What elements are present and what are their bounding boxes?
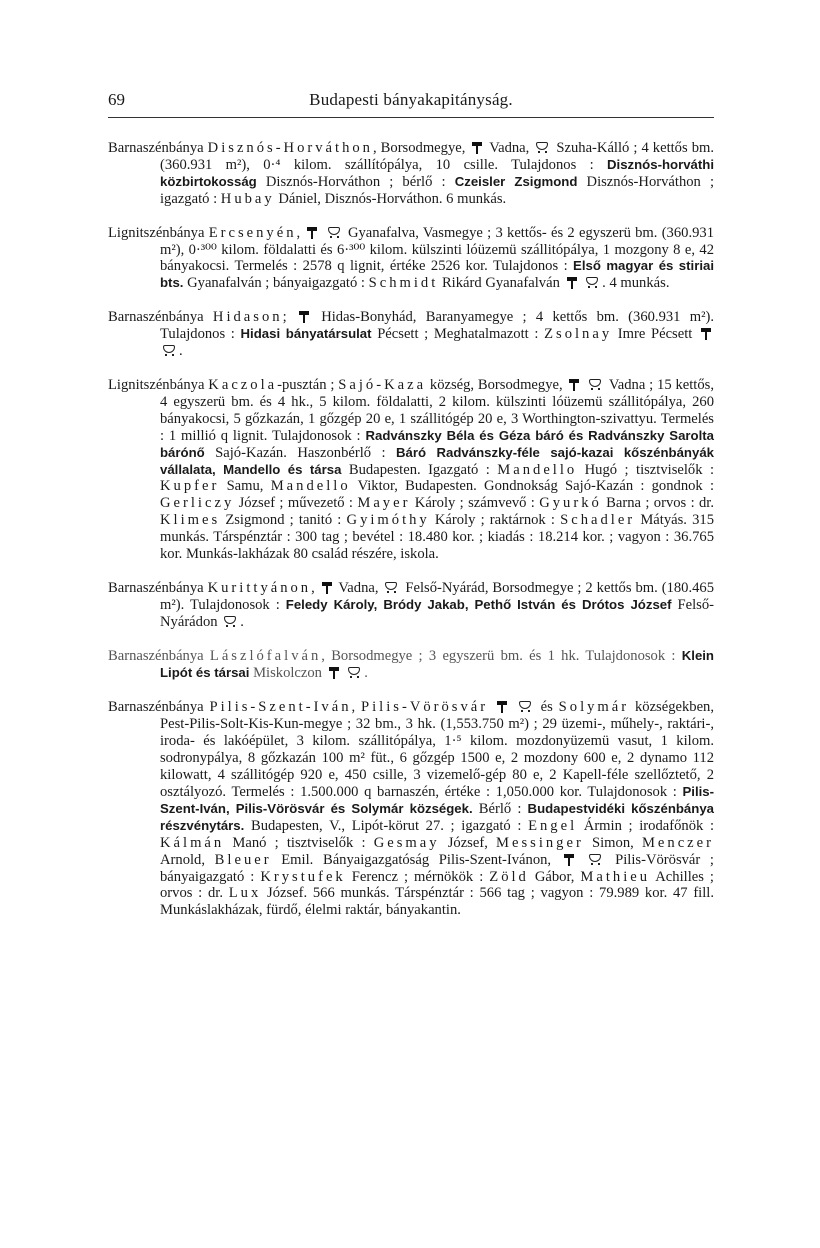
text-run: Zsigmond ; tanitó : (220, 512, 347, 529)
hammer-icon (563, 853, 575, 866)
entry-disznos-horvathon (108, 140, 714, 208)
text-run: Károly ; számvevő : (410, 495, 540, 512)
text-run: és (534, 699, 559, 716)
lessee-name: Czeisler Zsigmond (454, 173, 578, 189)
hammer-icon (566, 276, 578, 289)
owner-name: Pilis-Szent-Iván, Pilis-Vörösvár és Solymár községek. (160, 784, 714, 816)
mine-location: Ercsenyén (208, 224, 297, 241)
entry-gap (108, 631, 714, 648)
text-run: . 4 munkás. (602, 275, 670, 292)
mine-type: Barnaszénbánya (108, 309, 213, 326)
mine-type: Barnaszénbánya (108, 579, 208, 596)
text-run: Emil. Bányaigazgatóság Pilis-Szent-Ivánon, (271, 851, 561, 868)
text-run: -pusztán ; (277, 376, 339, 393)
text-run: Vadna ; 15 kettős, 4 egyszerü bm. és 4 hk., 5 kilom. földalatti, 2 kilom. külszinti lóüzemü szállitópálya, 260 bányakocsi, 5 gőzkazán, 1 gőzgép 20 e, 1 szállitógép 20 e, 3 Worthington-szivattyu. Termelés : 1 millió q lignit. Tulajdonosok : (160, 376, 714, 444)
owner-name: Első magyar és stiriai bts. (160, 258, 714, 291)
railway-icon (585, 276, 600, 289)
text-run: Pilis-Vörösvár ; bányaigazgató : (160, 851, 714, 885)
mine-location: Lászlófalván (209, 647, 322, 664)
text-run: Sajó-Kazán. Haszonbérlő : (204, 444, 397, 461)
person-name: Gesmay (373, 834, 440, 851)
mine-type: Barnaszénbánya (108, 699, 210, 716)
entry-pilis-szent-ivan (108, 699, 714, 919)
hammer-icon (321, 581, 333, 594)
text-run: Viktor, Budapesten. Gondnokság Sajó-Kazán : gondnok : (350, 478, 714, 495)
body-text (108, 140, 714, 919)
mine-location: Hidason (212, 309, 283, 326)
text-run: , Borsodmegye, (372, 140, 470, 156)
text-run: község, Borsodmegye, (426, 376, 567, 393)
person-name: Gyurkó (539, 495, 602, 512)
mine-location: Disznós-Horváthon (207, 140, 373, 156)
person-name: Bleuer (214, 851, 272, 868)
text-run: Gábor, (528, 868, 581, 885)
owner-name: Hidasi bányatársulat (240, 326, 372, 342)
entry-kaczola-puszta (108, 377, 714, 563)
text-run: Ármin ; irodafőnök : (577, 817, 714, 834)
text-run: Dániel, Disznós-Horváthon. 6 munkás. (274, 190, 507, 207)
text-run (488, 699, 494, 715)
entry-gap (108, 563, 714, 580)
person-name: Kupfer (160, 478, 220, 495)
hammer-icon (700, 327, 712, 340)
railway-icon (535, 141, 550, 154)
railway-icon (327, 226, 342, 239)
text-run: Mátyás. 315 munkás. Társpénztár : 300 tag ; bevétel : 18.480 kor. ; kiadás : 18.214 kor. ; vagyon : 36.765 kor. Munkás-lakházak 80 család részére, iskola. (160, 512, 714, 563)
owner-name: Feledy Károly, Bródy Jakab, Pethő István és Drótos József (285, 596, 672, 612)
text-run: Budapesten. Igazgató : (341, 461, 498, 478)
mine-location: Pilis-Vörösvár (361, 699, 489, 716)
text-run: Ferencz ; mérnökök : (345, 868, 490, 885)
text-run: Hidas-Bonyhád, Baranyamegye ; 4 kettős bm. (360.931 m²). Tulajdonos : (160, 309, 714, 343)
text-run: Manó ; tisztviselők : (224, 834, 374, 851)
person-name: Gyimóthy (346, 512, 430, 529)
entry-gap (108, 360, 714, 377)
person-name: Zöld (489, 868, 529, 885)
mine-type: Lignitszénbánya (108, 376, 209, 393)
owner-name: Klein Lipót és társai (160, 647, 714, 680)
text-run: József ; művezető : (234, 495, 358, 512)
person-name: Mayer (357, 495, 411, 512)
text-run: Bérlő : (472, 800, 528, 817)
text-run: . (364, 664, 368, 681)
railway-icon (347, 666, 362, 679)
text-run: Szuha-Kálló ; 4 kettős bm. (360.931 m²), 0·⁴ kilom. szállítópálya, 10 csille. Tulajdonos : (160, 140, 714, 173)
text-run (510, 699, 516, 715)
text-run: . (179, 343, 183, 360)
entry-kurittyanon (108, 580, 714, 631)
owner-name: Disznós-horváthi közbirtokosság (160, 156, 714, 189)
text-run: Simon, (583, 834, 642, 851)
hammer-icon (298, 310, 310, 323)
entry-gap (108, 681, 714, 699)
text-run: Hugó ; tisztviselők : (577, 461, 714, 478)
hammer-icon (328, 666, 340, 679)
text-run: Károly ; raktárnok : (429, 512, 561, 529)
person-name: Kálmán (160, 834, 225, 851)
text-run: ; (282, 309, 296, 326)
text-run: József. 566 munkás. Társpénztár : 566 tag ; vagyon : 79.989 kor. 47 fill. Munkáslakházak, fürdő, élelmi raktár, bányakantin. (160, 885, 714, 919)
text-run: községekben, Pest-Pilis-Solt-Kis-Kun-megye ; 32 bm., 3 hk. (1,553.750 m²) ; 29 üzemi-, műhely-, raktári-, iroda- és lakóépület, 3 kilom. szállitópálya, 1·⁵ kilom. mozdonyüzemü vasut, 1 kilom. sodronypálya, 8 gőzkazán 100 m² füt., 6 gőzgép 1500 e, 2 mozdony 600 e, 2 dynamo 112 kilowatt, 4 szállitógép 920 e, 450 csille, 3 vizemelő-gép 80 e, 2 Kapell-féle szellőztető, 2 osztályozó. Termelés : 1.500.000 q barnaszén, értéke : 1,050.000 kor. Tulajdonosok : (160, 699, 714, 800)
railway-icon (588, 378, 603, 391)
mine-location: Kaczola (208, 376, 278, 393)
text-run: Felső-Nyárádon (160, 596, 714, 630)
text-run: Arnold, (160, 851, 215, 868)
entry-ercsenyen (108, 225, 714, 293)
text-run: , (351, 699, 361, 716)
text-run: Gyanafalva, Vasmegye ; 3 kettős- és 2 egyszerü bm. (360.931 m²), 0·³⁰⁰ kilom. földalatti és 6·³⁰⁰ kilom. külszinti lóüzemü szállitópálya, 1 mozgony 8 e, 42 bányakocsi. Termelés : 2578 q lignit, értéke 2526 kor. Tulajdonos : (160, 224, 714, 275)
hammer-icon (496, 700, 508, 713)
owner-name: Radvánszky Béla és Géza báró és Radvánszky Sarolta bárónő (160, 427, 714, 460)
header-rule (108, 117, 714, 118)
mine-location: Sajó-Kaza (338, 376, 427, 393)
text-run: , (311, 579, 319, 596)
mine-location: Pilis-Szent-Iván (209, 699, 352, 716)
mine-type: Barnaszénbánya (108, 140, 208, 156)
entry-laszlofalvan (108, 648, 714, 682)
entry-gap (108, 292, 714, 309)
text-run (582, 377, 586, 393)
person-name: Schadler (560, 512, 636, 529)
person-name: Gerliczy (160, 495, 235, 512)
text-run: , (296, 224, 305, 241)
person-name: Mandello (270, 478, 351, 495)
text-run (342, 665, 346, 681)
text-run: Disznós-Horváthon ; igazgató : (160, 173, 715, 207)
text-run: Achilles ; orvos : dr. (160, 868, 714, 902)
text-run: Pécsett ; Meghatalmazott : (371, 326, 545, 343)
text-run: , Borsodmegye ; 3 egyszerü bm. és 1 hk. Tulajdonosok : (321, 647, 682, 664)
text-run: . (240, 613, 244, 630)
page-number: 69 (108, 90, 125, 109)
text-run: Disznós-Horváthon ; bérlő : (256, 173, 455, 190)
hammer-icon (568, 378, 580, 391)
text-run (577, 852, 587, 868)
person-name: Schmidt (368, 275, 439, 292)
page-header (108, 90, 714, 114)
text-run: Gyanafalván ; bányaigazgató : (183, 275, 369, 292)
text-run: Imre Pécsett (612, 326, 698, 343)
railway-icon (162, 344, 177, 357)
person-name: Hubay (220, 190, 275, 207)
person-name: Mandello (497, 461, 578, 478)
text-run (580, 275, 584, 291)
person-name: Klimes (160, 512, 221, 529)
entry-gap (108, 208, 714, 225)
text-run: Rikárd Gyanafalván (438, 275, 564, 292)
person-name: Menczer (641, 834, 714, 851)
hammer-icon (306, 226, 318, 239)
text-run: Vadna, (485, 140, 534, 156)
text-run: Vadna, (334, 579, 383, 596)
railway-icon (384, 581, 399, 594)
text-run: Budapesten, V., Lipót-körut 27. ; igazgató : (244, 817, 529, 834)
person-name: Engel (528, 817, 578, 834)
text-run: Miskolczon (249, 664, 326, 681)
railway-icon (518, 700, 533, 713)
running-title: Budapesti bányakapitányság. (309, 90, 513, 109)
person-name: Messinger (496, 834, 584, 851)
railway-icon (223, 615, 238, 628)
text-run: Barna ; orvos : dr. (601, 495, 714, 512)
text-run: József, (439, 834, 497, 851)
person-name: Krystufek (260, 868, 346, 885)
mine-type: Lignitszénbánya (108, 224, 209, 241)
entry-hidason (108, 309, 714, 360)
railway-icon (588, 853, 603, 866)
person-name: Lux (228, 885, 262, 902)
lessee-name: Budapestvidéki kőszénbánya részvénytárs. (160, 800, 714, 833)
person-name: Zsolnay (544, 326, 613, 343)
mine-type: Barnaszénbánya (108, 647, 210, 664)
hammer-icon (471, 141, 483, 154)
text-run: Felső-Nyárád, Borsodmegye ; 2 kettős bm. (180.465 m²). Tulajdonosok : (160, 579, 715, 613)
text-run: Samu, (219, 478, 271, 495)
mine-location: Kurittyánon (207, 579, 312, 596)
lessee-name: Báró Radvánszky-féle sajó-kazai kőszénbányák vállalata, Mandello és társa (160, 444, 714, 477)
person-name: Mathieu (580, 868, 651, 885)
mine-location: Solymár (558, 699, 630, 716)
text-run (320, 225, 324, 241)
